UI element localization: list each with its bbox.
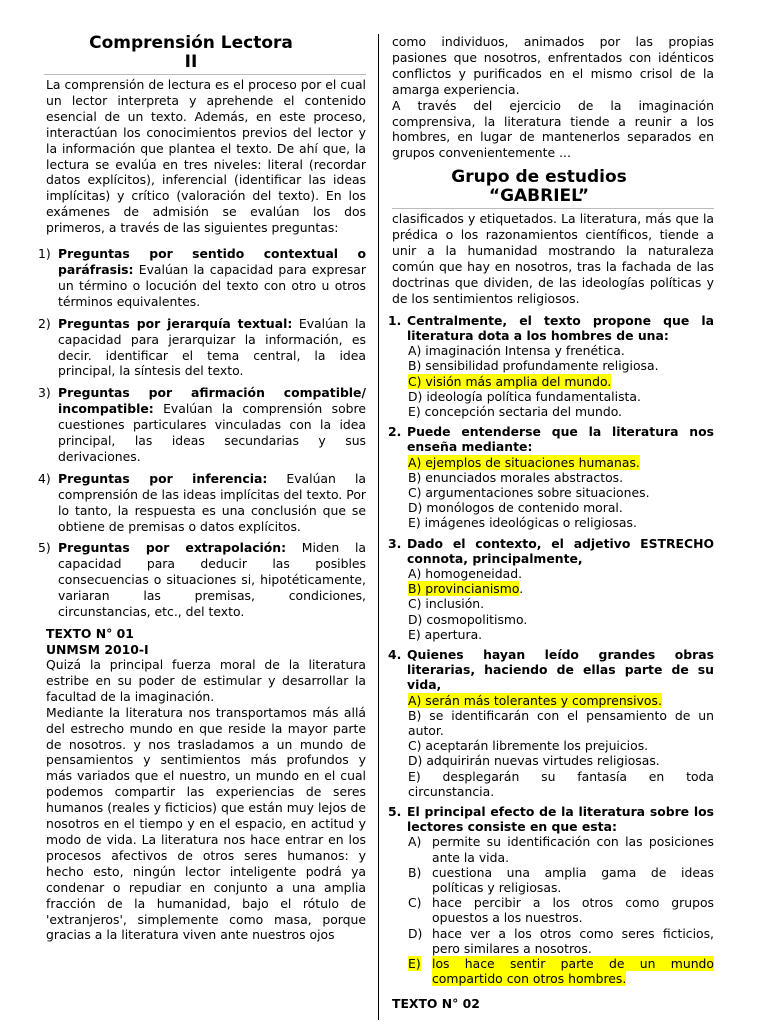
answer-option-text: E) desplegarán su fantasía en toda circunstancia. <box>408 768 714 799</box>
answer-option-text: D) cosmopolitismo. <box>408 611 528 627</box>
passage-paragraph-3: A través del ejercicio de la imaginación comprensiva, la literatura tiende a reunir a los hombres, en lugar de mantenerlos separados en grupos convenientemente ... <box>392 97 714 161</box>
answer-option-content: hace percibir a los otros como grupos opuestos a los nuestros. <box>432 895 714 926</box>
answer-option <box>408 738 714 753</box>
question-type-body <box>58 385 366 465</box>
answer-option <box>408 956 714 986</box>
question-number: 2. <box>388 424 402 440</box>
question-type-heading: Preguntas por sentido contextual o paráfrasis: <box>58 246 366 277</box>
question-type-body <box>58 471 366 535</box>
answer-option-highlighted: B) provincianismo <box>408 581 520 597</box>
answer-option-text <box>432 834 714 864</box>
question-3 <box>388 535 714 642</box>
question-heading <box>388 535 714 566</box>
answer-option-letter: B) <box>408 864 422 880</box>
question-types-list <box>38 246 366 620</box>
answer-option-content: hace ver a los otros como seres ficticios, pero similares a nosotros. <box>432 925 714 956</box>
question-type-item <box>38 540 366 620</box>
question-type-item <box>38 246 366 310</box>
answer-option-highlighted: A) serán más tolerantes y comprensivos. <box>408 692 662 708</box>
answer-option-highlighted: los hace sentir parte de un mundo compartido con otros hombres. <box>432 956 714 987</box>
answer-option-content: cuestiona una amplia gama de ideas políticas y religiosas. <box>432 864 714 895</box>
question-type-description: Evalúan la comprensión de las ideas implícitas del texto. Por lo tanto, la respuesta es una conclusión que se obtiene de premisas o datos explícitos. <box>58 470 366 534</box>
answer-option-text: D) ideología política fundamentalista. <box>408 388 641 404</box>
answer-option-highlighted: A) ejemplos de situaciones humanas. <box>408 454 640 470</box>
answer-option-letter-highlight: E) <box>408 956 421 972</box>
question-type-body <box>58 316 366 380</box>
question-type-description: Miden la capacidad para deducir las posibles consecuencias o situaciones si, hipotéticamente, variaran las premisas, condiciones, circunstancias, etc., del texto. <box>58 540 366 620</box>
answer-option-text: E) concepción sectaria del mundo. <box>408 403 622 419</box>
answer-option-text: C) inclusión. <box>408 596 485 612</box>
question-4 <box>388 646 714 799</box>
answer-option-text: E) apertura. <box>408 626 483 642</box>
answer-option-content: permite su identificación con las posiciones ante la vida. <box>432 834 714 865</box>
question-type-heading: Preguntas por extrapolación: <box>58 540 287 556</box>
passage-continuation: como individuos, animados por las propias pasiones que nosotros, enfrentados con idénticos conflictos y purificados en el mismo crisol de la amarga experiencia. <box>392 34 714 97</box>
title-rule <box>44 74 366 75</box>
question-type-item <box>38 315 366 380</box>
answer-option-text <box>432 865 714 895</box>
left-column <box>38 0 366 943</box>
passage-paragraph-1: Quizá la principal fuerza moral de la literatura estribe en su poder de estimular y desarrollar la facultad de la imaginación. <box>46 657 366 704</box>
exam-label: UNMSM 2010-I <box>46 641 149 657</box>
answer-option <box>408 627 714 642</box>
answer-option <box>408 374 714 389</box>
question-type-heading: Preguntas por afirmación compatible/ incompatible: <box>58 385 366 417</box>
answer-option <box>408 769 714 799</box>
answer-option <box>408 455 714 470</box>
question-type-item <box>38 470 366 535</box>
answer-option-text: B) sensibilidad profundamente religiosa. <box>408 358 659 374</box>
question-type-number: 1) <box>38 246 51 262</box>
question-type-body <box>58 540 366 620</box>
answer-option <box>408 358 714 373</box>
answer-option <box>408 566 714 581</box>
question-number: 1. <box>388 312 402 328</box>
answer-option-text: B) se identificarán con el pensamiento de un autor. <box>408 707 714 738</box>
answer-option-text: E) imágenes ideológicas o religiosas. <box>408 515 637 531</box>
questions-list <box>388 312 714 799</box>
page-title: Comprensión Lectora II <box>89 33 293 72</box>
question-type-description: Evalúan la comprensión sobre cuestiones particulares vinculadas con la idea principal, las ideas secundarias y sus derivaciones. <box>58 401 366 464</box>
answer-option-letter <box>408 956 432 986</box>
answer-option <box>408 485 714 500</box>
answer-option-letter: A) <box>408 834 422 850</box>
answer-option <box>408 581 714 596</box>
question-heading <box>388 424 714 455</box>
question-type-item <box>38 385 366 465</box>
question-text: El principal efecto de la literatura sobre los lectores consiste en que esta: <box>407 803 714 835</box>
answer-option <box>408 895 714 925</box>
question-heading <box>388 803 714 835</box>
answer-option-text: C) aceptarán libremente los prejuicios. <box>408 738 649 754</box>
answer-option-text: A) homogeneidad. <box>408 565 523 581</box>
answer-option <box>408 500 714 515</box>
answer-option <box>408 470 714 485</box>
question-type-heading: Preguntas por jerarquía textual: <box>58 315 293 331</box>
answer-option-text: A) imaginación Intensa y frenética. <box>408 343 625 359</box>
question-type-heading: Preguntas por inferencia: <box>58 470 268 486</box>
question-number: 4. <box>388 646 402 662</box>
answer-option <box>408 389 714 404</box>
answer-option-text: C) argumentaciones sobre situaciones. <box>408 484 650 500</box>
passage-paragraph-2: Mediante la literatura nos transportamos más allá del estrecho mundo en que reside la mayor parte de nosotros. y nos trasladamos a un mundo de pensamientos y sentimientos más profundos y más variados que el nuestro, un mundo en el cual podemos compartir las experiencias de seres humanos (reales y ficticios) que están muy lejos de nosotros en el tiempo y en el espacio, en actitud y modo de vida. La literatura nos hace entrar en los procesos afectivos de otros seres humanos: y hecho esto, ningún lector inteligente podrá ya condenar o repudiar en conjunto a una amplia fracción de la humanidad, bajo el rótulo de 'extranjeros', simplemente como masa, porque gracias a la literatura viven ante nuestros ojos <box>46 704 366 943</box>
texto-02-label: TEXTO N° 02 <box>392 996 480 1012</box>
question-number: 5. <box>388 803 402 819</box>
answer-option-text: B) enunciados morales abstractos. <box>408 469 624 485</box>
answer-option <box>408 612 714 627</box>
question-1 <box>388 312 714 419</box>
right-column <box>388 0 714 1012</box>
question-number: 3. <box>388 535 402 551</box>
answer-option <box>408 343 714 358</box>
question-type-description: Evalúan la capacidad para expresar un término o locución del texto con otro u otros términos equivalentes. <box>58 261 366 309</box>
question-type-number: 5) <box>38 540 51 556</box>
question-text: Puede entenderse que la literatura nos enseña mediante: <box>407 424 714 455</box>
answer-option <box>408 753 714 768</box>
question-text: Centralmente, el texto propone que la literatura dota a los hombres de una: <box>407 312 714 343</box>
question-type-description: Evalúan la capacidad para jerarquizar la información, es decir. identificar el tema central, la idea principal, la síntesis del texto. <box>58 315 366 379</box>
answer-option <box>408 404 714 419</box>
question-text: Quienes hayan leído grandes obras literarias, haciendo de ellas parte de su vida, <box>407 646 714 693</box>
intro-paragraph: La comprensión de lectura es el proceso por el cual un lector interpreta y aprehende el contenido esencial de un texto. Además, en este proceso, interactúan los conocimientos previos del lector y la información que plantea el texto. De ahí que, la lectura se evalúa en tres niveles: literal (recordar datos explícitos), inferencial (identificar las ideas implícitas) y crítico (valoración del texto). En los exámenes de admisión se evalúan los dos primeros, a través de las siguientes preguntas: <box>46 77 366 236</box>
answer-option-text <box>432 926 714 956</box>
answer-option-highlighted: C) visión más amplia del mundo. <box>408 373 612 389</box>
answer-option <box>408 596 714 611</box>
answer-option-text <box>432 956 714 986</box>
question-5 <box>388 803 714 987</box>
answer-option-letter: C) <box>408 895 422 911</box>
answer-option <box>408 834 714 864</box>
answer-option-text <box>432 895 714 925</box>
group-title: Grupo de estudios “GABRIEL” <box>451 167 627 207</box>
group-title-rule <box>392 208 714 209</box>
question-type-number: 4) <box>38 470 51 486</box>
question-heading <box>388 646 714 693</box>
answer-option-text: D) monólogos de contenido moral. <box>408 500 623 516</box>
answer-option <box>408 926 714 956</box>
texto-01-label: TEXTO N° 01 <box>46 626 134 641</box>
question-type-body <box>58 246 366 310</box>
answer-option <box>408 515 714 530</box>
answer-option-suffix: . <box>519 581 524 597</box>
question-2 <box>388 424 714 531</box>
answer-option <box>408 693 714 708</box>
answer-option-letter: D) <box>408 925 423 941</box>
passage-paragraph-4: clasificados y etiquetados. La literatura, más que la prédica o los razonamientos científicos, tiende a unir a la humanidad mostrando la naturaleza común que hay en nosotros, tras la fachada de las doctrinas que dividen, de las ideologías políticas y de los sentimientos religiosos. <box>392 211 714 306</box>
answer-option <box>408 865 714 895</box>
question-text: Dado el contexto, el adjetivo ESTRECHO connota, principalmente, <box>407 535 714 566</box>
answer-option <box>408 708 714 738</box>
answer-option-text: D) adquirirán nuevas virtudes religiosas. <box>408 753 660 769</box>
question-type-number: 2) <box>38 315 51 331</box>
question-heading <box>388 312 714 343</box>
question-type-number: 3) <box>38 385 51 401</box>
